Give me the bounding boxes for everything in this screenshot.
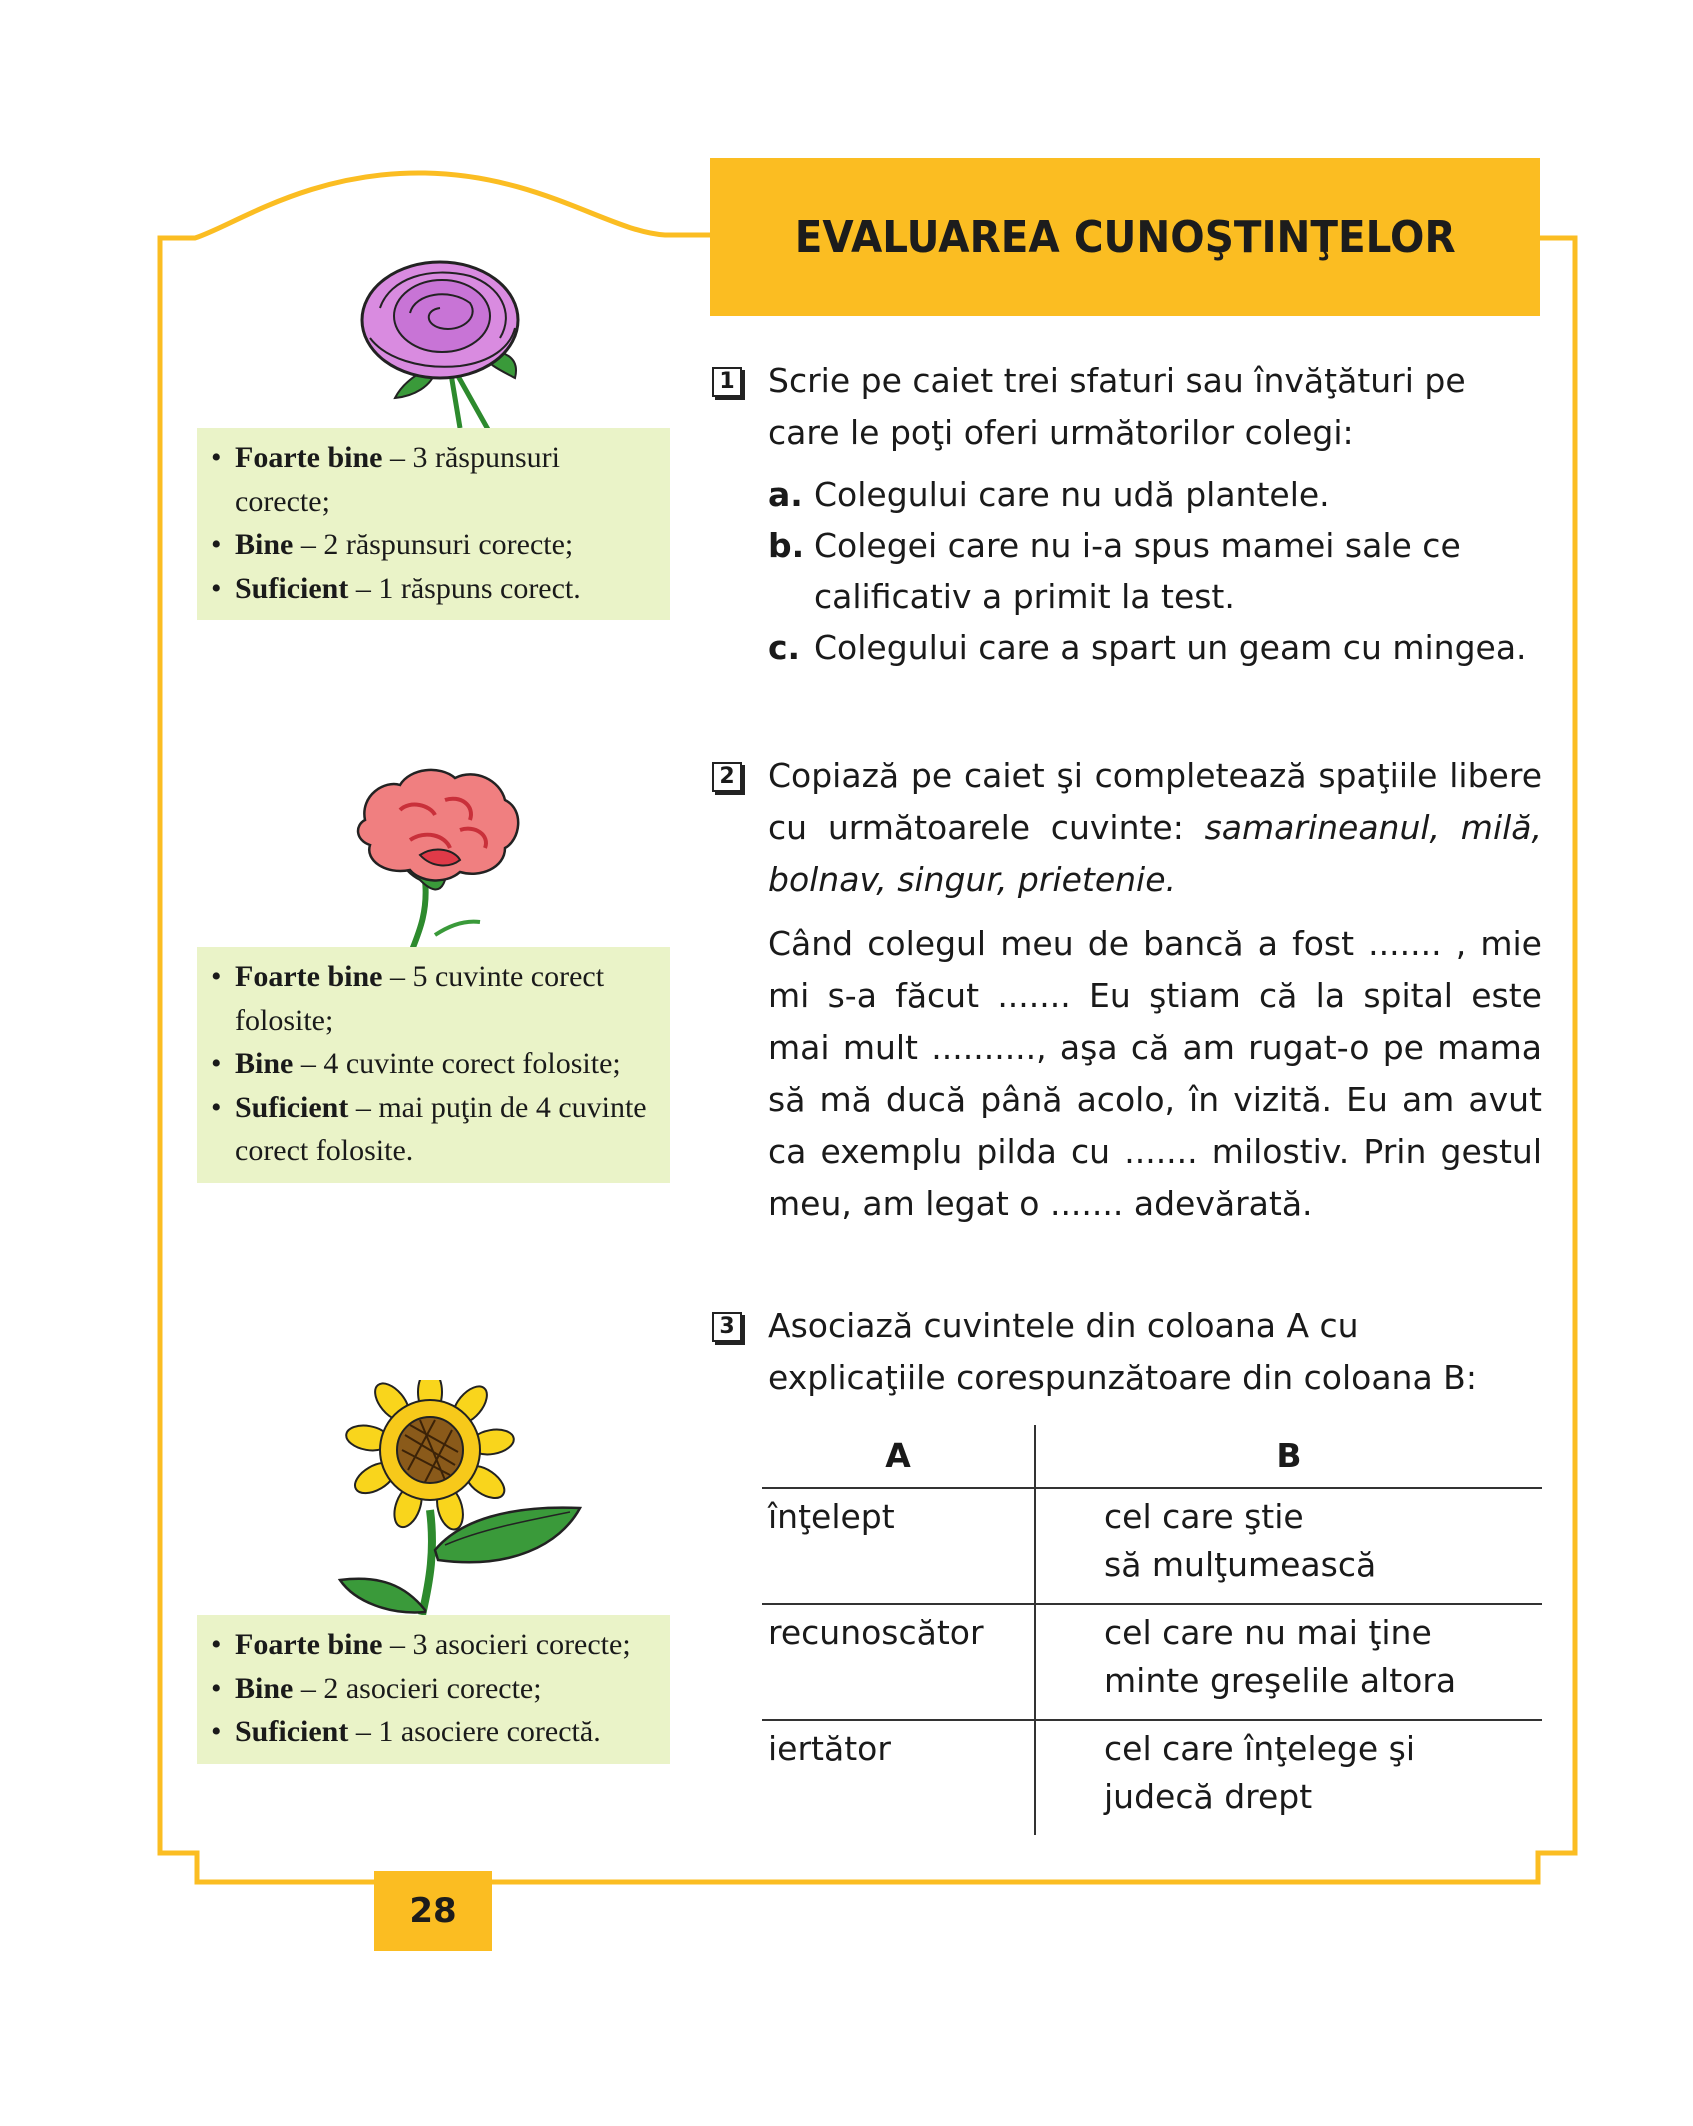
score-box-2 xyxy=(197,947,670,1183)
table-row xyxy=(762,1488,1542,1604)
association-table xyxy=(762,1425,1542,1835)
score-row: • Suficient – 1 răspuns corect. xyxy=(211,567,656,611)
title-banner xyxy=(710,158,1540,316)
red-carnation-icon xyxy=(340,760,540,950)
list-item: b. Colegei care nu i-a spus mamei sale ce calificativ a primit la test. xyxy=(768,526,1461,616)
table-row xyxy=(762,1720,1542,1835)
score-box-3 xyxy=(197,1615,670,1764)
score-row: • Foarte bine – 3 răspunsuri corecte; xyxy=(211,436,656,523)
fill-in-paragraph: Când colegul meu de bancă a fost ....... , mie mi s-a făcut ....... Eu ştiam că la spital este mai mult .........., aşa că am rugat-o pe mama să mă ducă până acolo, în vizită. Eu am avut ca exemplu pilda cu ....... milostiv. Prin gestul meu, am legat o ....... adevărată. xyxy=(768,924,1542,1223)
question-number-badge: 1 xyxy=(712,367,742,397)
cell-a: recunoscător xyxy=(762,1604,1035,1720)
word-list: samarineanul, milă, bolnav, singur, prietenie. xyxy=(768,808,1542,899)
score-row: • Suficient – mai puţin de 4 cuvinte corect folosite. xyxy=(211,1086,656,1173)
score-row: • Bine – 2 asocieri corecte; xyxy=(211,1667,656,1711)
question-items xyxy=(768,469,1542,673)
page-number: 28 xyxy=(374,1871,492,1951)
question-2 xyxy=(712,750,1542,1230)
cell-a: înţelept xyxy=(762,1488,1035,1604)
cell-b: cel care ştie să mulţumească xyxy=(1035,1488,1542,1604)
score-row: • Bine – 2 răspunsuri corecte; xyxy=(211,523,656,567)
question-text: Copiază pe caiet şi completează spaţiile libere cu următoarele cuvinte: samarineanul, milă, bolnav, singur, prietenie. xyxy=(768,756,1542,899)
question-number-badge: 3 xyxy=(712,1312,742,1342)
question-text: Asociază cuvintele din coloana A cu explicaţiile corespunzătoare din coloana B: xyxy=(768,1306,1477,1397)
cell-a: iertător xyxy=(762,1720,1035,1835)
score-row: • Foarte bine – 5 cuvinte corect folosite; xyxy=(211,955,656,1042)
list-item: c. Colegului care a spart un geam cu mingea. xyxy=(768,628,1527,667)
table-header-row xyxy=(762,1425,1542,1488)
table-row xyxy=(762,1604,1542,1720)
cell-b: cel care înţelege şi judecă drept xyxy=(1104,1729,1416,1816)
score-row: • Bine – 4 cuvinte corect folosite; xyxy=(211,1042,656,1086)
question-number-badge: 2 xyxy=(712,762,742,792)
score-row: • Suficient – 1 asociere corectă. xyxy=(211,1710,656,1754)
score-row: • Foarte bine – 3 asocieri corecte; xyxy=(211,1623,656,1667)
column-a-header: A xyxy=(762,1425,1035,1488)
list-item: a. Colegului care nu udă plantele. xyxy=(768,475,1330,514)
page-title: EVALUAREA CUNOŞTINŢELOR xyxy=(794,211,1456,263)
question-1 xyxy=(712,355,1542,673)
column-b-header: B xyxy=(1035,1425,1542,1488)
question-3 xyxy=(712,1300,1542,1404)
score-box-1 xyxy=(197,428,670,620)
cell-b: cel care nu mai ţine minte greşelile altora xyxy=(1035,1604,1542,1720)
pink-rose-icon xyxy=(330,258,530,433)
sunflower-icon xyxy=(330,1380,600,1615)
question-text: Scrie pe caiet trei sfaturi sau învăţături pe care le poţi oferi următorilor colegi: xyxy=(768,361,1466,452)
